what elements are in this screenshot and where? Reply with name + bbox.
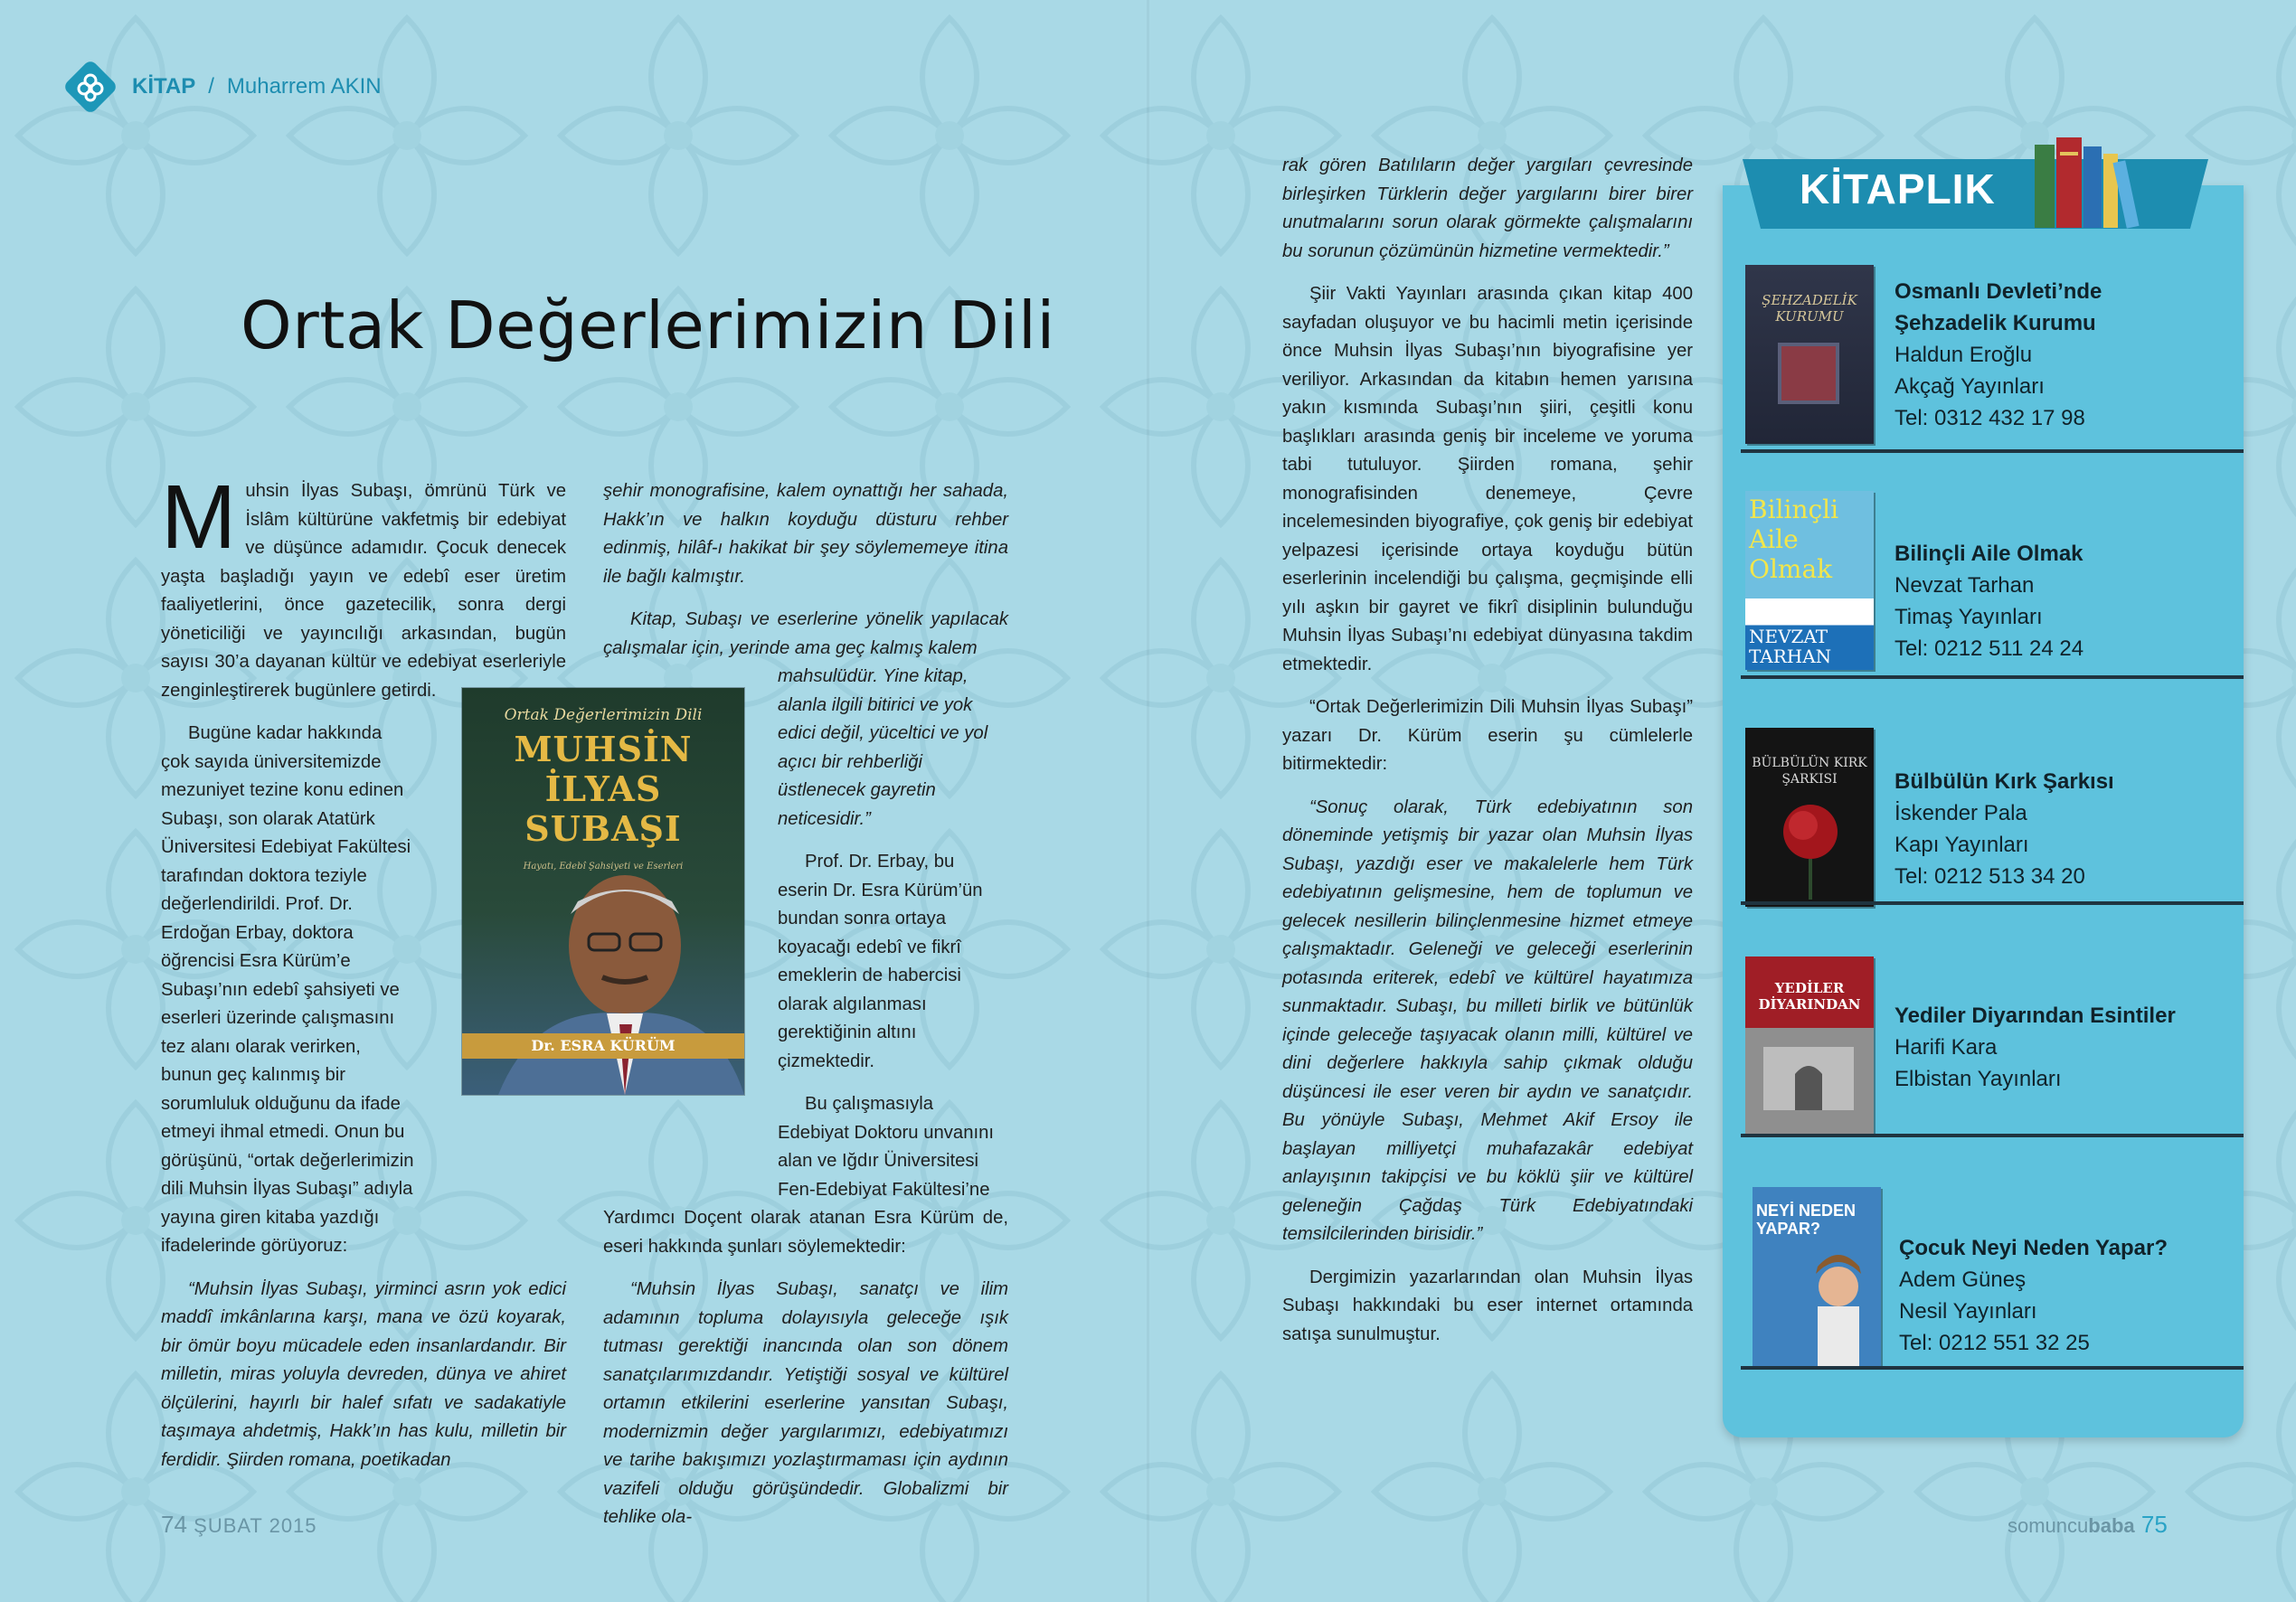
book-details bbox=[1894, 276, 2102, 434]
article-title: Ortak Değerlerimizin Dili bbox=[241, 287, 1055, 363]
cover-title-line: MUHSİN bbox=[514, 729, 693, 769]
book-publisher: Timaş Yayınları bbox=[1894, 605, 2043, 629]
book-author: Harifi Kara bbox=[1894, 1035, 1998, 1060]
book-publisher: Kapı Yayınları bbox=[1894, 833, 2029, 857]
cover-tagline: Hayatı, Edebî Şahsiyeti ve Eserleri bbox=[523, 862, 684, 872]
book-details bbox=[1894, 1000, 2176, 1095]
cover-title-text: ŞEHZADELİK KURUMU bbox=[1762, 292, 1857, 325]
divider bbox=[1741, 449, 2244, 453]
cover-title-text: YEDİLER DİYARINDAN bbox=[1758, 980, 1861, 1013]
book-title: Şehzadelik Kurumu bbox=[1894, 311, 2096, 335]
book-title: Bülbülün Kırk Şarkısı bbox=[1894, 769, 2114, 794]
quote bbox=[778, 663, 1008, 834]
paragraph-text: Prof. Dr. Erbay, bu eserin Dr. Esra Kürüm’ün bundan sonra ortaya koyacağı edebî ve fikrî emeklerin de habercisi olarak algılanması gerektiğinin altını çizmektedir. bbox=[778, 852, 983, 1071]
paragraph-text: “Ortak Değerlerimizin Dili Muhsin İlyas Subaşı” yazarı Dr. Kürüm eserin şu cümlelerle bitirmektedir: bbox=[1282, 697, 1693, 774]
book-publisher: Nesil Yayınları bbox=[1899, 1299, 2037, 1324]
book-cover-image bbox=[1745, 265, 1874, 444]
kitaplik-item[interactable] bbox=[1723, 1156, 2244, 1370]
brand-part: somuncu bbox=[2008, 1514, 2089, 1537]
paragraph bbox=[1282, 1264, 1693, 1350]
book-author: Nevzat Tarhan bbox=[1894, 573, 2035, 598]
book-details bbox=[1894, 766, 2114, 892]
quote-text: mahsulüdür. Yine kitap, alanla ilgili bitirici ve yok edici değil, yüceltici ve yol açıcı bir rehberliği üstlenecek gayretin neticesidir.” bbox=[778, 666, 988, 829]
book-tel: Tel: 0212 551 32 25 bbox=[1899, 1331, 2090, 1355]
article-column-2 bbox=[603, 477, 1008, 1547]
book-author: Haldun Eroğlu bbox=[1894, 343, 2033, 367]
paragraph bbox=[1282, 280, 1693, 679]
quote-text: “Muhsin İlyas Subaşı, yirminci asrın yok edici maddî imkânlarına karşı, mana ve özü koyarak, bir ömür boyu mücadele eden insanlardandır. Bir milletin, miras yoluyla devreden, dünya ve ahiret ölçülerini, hayırlı bir halef sıfatı ve sadakatiyle taşımaya ahdetmiş, Hakk’ın has kulu, milletin bir ferdidir. Şiirden romana, poetikadan bbox=[161, 1278, 566, 1470]
quote-text: şehir monografisine, kalem oynattığı her sahada, Hakk’ın ve halkın koyduğu düsturu rehber edinmiş, hilâf-ı hakikat bir şey söylememeye itina ile bağlı kalmıştır. bbox=[603, 481, 1008, 587]
book-cover-image bbox=[1745, 956, 1874, 1136]
divider bbox=[1741, 675, 2244, 679]
quote-text: “Muhsin İlyas Subaşı, sanatçı ve ilim adamının topluma dolayısıyla geleceğe ışık tutması gerektiği inancında olan son dönem sanatçılarımızdandır. Yetiştiği sosyal ve kültürel ortamın etkilerini eserlerine yansıtan Subaşı, modernizmin değer yargılarımızı, edebiyatımızı ve tarihe bakışımızı yozlaştırmaması için aydının vazifeli olduğu görüşündedir. Globalizmi bir tehlike ola- bbox=[603, 1279, 1008, 1527]
section-author: Muharrem AKIN bbox=[226, 74, 382, 99]
quote bbox=[603, 606, 1008, 663]
page-number: 75 bbox=[2140, 1511, 2168, 1538]
paragraph-text: Şiir Vakti Yayınları arasında çıkan kitap 400 sayfadan oluşuyor ve bu hacimli metin içerisinde önce Muhsin İlyas Subaşı’nın biyografisine yer veriliyor. Arkasından da kitabın hemen yarısına yakın kısmında Subaşı’nın şiiri, çeşitli konu başlıkları arasında geniş bir inceleme ve yoruma tabi tutuluyor. Şiirden romana, şehir monografisinden denemeye, Çevre incelemesinden biyografiye, çok geniş bir edebiyat yelpazesi içerisinde ortaya koyduğu bütün eserlerinin incelendiği bu çalışma, geçmişinde elli yılı aşkın bir gayret ve fikrî disiplinin bulunduğu Muhsin İlyas Subaşı’nı edebiyat dünyasına takdim etmektedir. bbox=[1282, 284, 1693, 674]
quote-text: Kitap, Subaşı ve eserlerine yönelik yapılacak çalışmalar için, yerinde ama geç kalmış kalem bbox=[603, 609, 1008, 658]
kitaplik-item[interactable] bbox=[1723, 240, 2244, 453]
kitaplik-item[interactable] bbox=[1723, 466, 2244, 679]
book-title: Bilinçli Aile Olmak bbox=[1894, 542, 2083, 566]
paragraph bbox=[161, 466, 566, 705]
article-column-3 bbox=[1282, 152, 1693, 1363]
diamond-logo-icon bbox=[61, 58, 119, 116]
paragraph bbox=[1282, 693, 1693, 779]
paragraph-text: Dergimizin yazarlarından olan Muhsin İlyas Subaşı hakkındaki bu eser internet ortamında satışa sunulmuştur. bbox=[1282, 1267, 1693, 1344]
paragraph-text: Bugüne kadar hakkında çok sayıda üniversitemizde mezuniyet tezine konu edinen Subaşı, son olarak Atatürk Üniversitesi Edebiyat Fakültesi tarafından doktora teziyle değerlendirildi. Prof. Dr. Erdoğan Erbay, doktora öğrencisi Esra Kürüm’e Subaşı’nın edebî şahsiyeti ve eserleri üzerinde çalışmasını tez alanı olarak verirken, bunun geç kalınmış bir sorumluluk olduğunu da ifade etmeyi ihmal etmedi. Onun bu görüşünü, “ortak değerlerimizin dili Muhsin İlyas Subaşı” adıyla yayına giren kitaba yazdığı ifadelerinde görüyoruz: bbox=[161, 723, 414, 1256]
book-cover-image bbox=[1745, 491, 1874, 670]
books-icon bbox=[2027, 134, 2154, 233]
quote-text: “Sonuç olarak, Türk edebiyatının son döneminde yetişmiş bir yazar olan Muhsin İlyas Subaşı, yazdığı eser ve makalelerle hem Türk edebiyatının gelişmesine, hem de toplumun ve gelecek nesillerin bilinçlenmesine hizmet etmeye çalışmaktadır. Geleneği ve geleceği eserlerinin potasında eriterek, edebî ve kültürel hayatımıza sunmaktadır. Subaşı, bu milleti birlik ve bütünlük içinde geleceğe taşıyacak olanın milli, kültürel ve dini değerlere hakkıyla sahip çıkmak olduğu düşüncesi ile eser veren bir aydın ve sanatçıdır. Bu yönüyle Subaşı, Mehmet Akif Ersoy ile başlayan milliyetçi muhafazakâr edebiyat anlayışının takipçisi ve bu köklü şiir ve kültürel geleneğin Çağdaş Türk Edebiyatındaki temsilcilerinden birisidir.” bbox=[1282, 796, 1693, 1244]
cover-subtitle: Ortak Değerlerimizin Dili bbox=[504, 706, 703, 724]
book-cover-image bbox=[1745, 728, 1874, 907]
divider bbox=[1741, 901, 2244, 905]
paragraph bbox=[778, 1090, 1008, 1204]
book-details bbox=[1899, 1232, 2168, 1359]
drop-cap: M bbox=[161, 466, 237, 568]
quote-text: rak gören Batılıların değer yargıları çevresinde birleşirken Türklerin değer yargılarını birer birer unutmalarını sorun olarak görmekte çalışmalarını bu sorunun çözümünün hizmetine vermektedir.” bbox=[1282, 155, 1693, 261]
kitaplik-item[interactable] bbox=[1723, 924, 2244, 1137]
paragraph bbox=[603, 1204, 1008, 1261]
cover-author: Dr. ESRA KÜRÜM bbox=[462, 1033, 744, 1059]
quote bbox=[1282, 794, 1693, 1249]
section-name: KİTAP bbox=[132, 74, 196, 99]
quote bbox=[161, 1276, 566, 1475]
page-number: 74 bbox=[161, 1511, 187, 1538]
book-tel: Tel: 0212 511 24 24 bbox=[1894, 636, 2084, 661]
brand-part: baba bbox=[2088, 1514, 2135, 1537]
book-cover-image bbox=[1753, 1187, 1881, 1366]
paragraph bbox=[161, 720, 414, 1261]
book-author: İskender Pala bbox=[1894, 801, 2027, 825]
cover-title-line: İLYAS bbox=[544, 768, 662, 809]
cover-author-text: NEVZAT TARHAN bbox=[1749, 626, 1832, 667]
book-title: Yediler Diyarından Esintiler bbox=[1894, 1004, 2176, 1028]
paragraph-text: Bu çalışmasıyla Edebiyat Doktoru unvanını alan ve Iğdır Üniversitesi Fen-Edebiyat Fakültesi’ne bbox=[778, 1094, 995, 1200]
right-page-footer bbox=[2008, 1511, 2168, 1539]
paragraph bbox=[778, 848, 1008, 1076]
book-publisher: Akçağ Yayınları bbox=[1894, 374, 2045, 399]
section-separator: / bbox=[208, 74, 214, 99]
book-title: Osmanlı Devleti’nde bbox=[1894, 279, 2102, 304]
kitaplik-title: KİTAPLIK bbox=[1800, 165, 1996, 212]
book-publisher: Elbistan Yayınları bbox=[1894, 1067, 2062, 1091]
quote bbox=[1282, 152, 1693, 266]
book-title: Çocuk Neyi Neden Yapar? bbox=[1899, 1236, 2168, 1260]
divider bbox=[1741, 1366, 2244, 1370]
magazine-brand bbox=[2008, 1514, 2135, 1537]
quote bbox=[603, 477, 1008, 591]
book-details bbox=[1894, 538, 2083, 664]
page-spine bbox=[1147, 0, 1149, 1602]
section-header bbox=[61, 58, 382, 116]
book-author: Adem Güneş bbox=[1899, 1267, 2027, 1292]
paragraph-text: Yardımcı Doçent olarak atanan Esra Kürüm de, eseri hakkında şunları söylemektedir: bbox=[603, 1208, 1008, 1257]
book-tel: Tel: 0312 432 17 98 bbox=[1894, 406, 2085, 430]
paragraph-text: uhsin İlyas Subaşı, ömrünü Türk ve İslâm kültürüne vakfetmiş bir edebiyat ve düşünce adamıdır. Çocuk denecek yaşta başladığı yayın ve edebî eser üretim faaliyetlerini, önce gazetecilik, sonra dergi yöneticiliği ve yayıncılığı arkasından, bugün sayısı 30’a dayanan kültür ve edebiyat eserleriyle zenginleştirerek bugünlere getirdi. bbox=[161, 481, 566, 701]
kitaplik-item[interactable] bbox=[1723, 692, 2244, 905]
book-tel: Tel: 0212 513 34 20 bbox=[1894, 864, 2085, 889]
issue-date: ŞUBAT 2015 bbox=[194, 1514, 317, 1537]
cover-title-text: NEYİ NEDEN YAPAR? bbox=[1756, 1202, 1857, 1238]
left-page-footer bbox=[161, 1511, 317, 1539]
cover-title-text: BÜLBÜLÜN KIRK ŞARKISI bbox=[1752, 756, 1867, 787]
cover-title-line: SUBAŞI bbox=[524, 808, 682, 849]
divider bbox=[1741, 1134, 2244, 1137]
cover-title-text: Bilinçli Aile Olmak bbox=[1749, 495, 1839, 584]
quote bbox=[603, 1276, 1008, 1532]
